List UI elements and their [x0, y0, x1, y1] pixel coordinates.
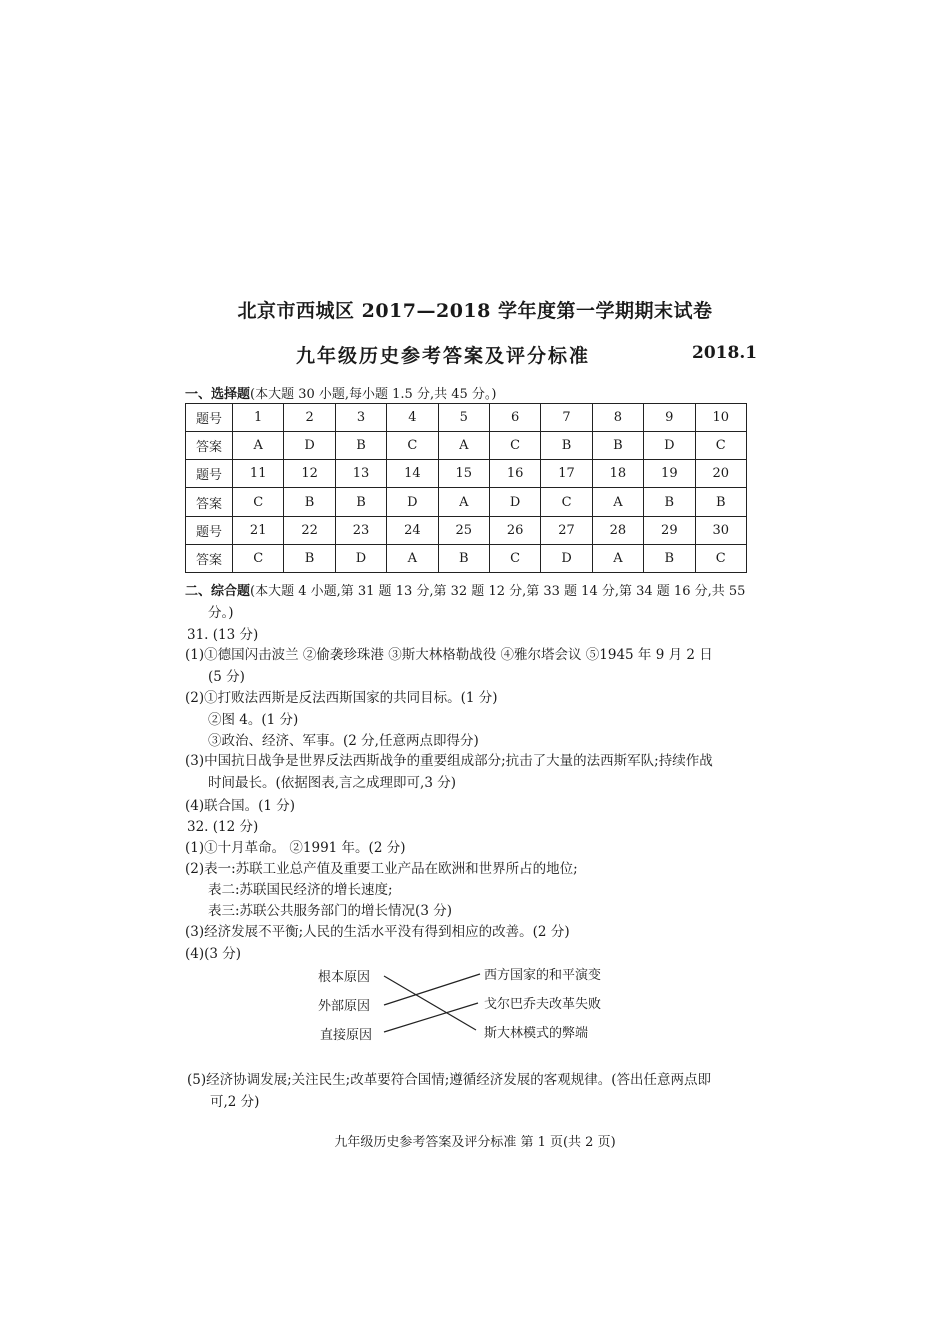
- answer-cell: C: [233, 544, 284, 572]
- question-number-cell: 26: [489, 516, 540, 544]
- q31-part3: (3)中国抗日战争是世界反法西斯战争的重要组成部分;抗击了大量的法西斯军队;持续作战: [185, 753, 713, 769]
- answer-table: [185, 403, 747, 573]
- question-number-cell: 5: [438, 404, 489, 432]
- question-number-cell: 16: [489, 460, 540, 488]
- matching-diagram: [318, 962, 618, 1042]
- answer-cell: D: [284, 432, 335, 460]
- question-number-cell: 28: [592, 516, 643, 544]
- answer-cell: B: [335, 488, 386, 516]
- section2-heading-rest: (本大题 4 小题,第 31 题 13 分,第 32 题 12 分,第 33 题 14 分,第 34 题 16 分,共 55: [250, 584, 746, 599]
- answer-cell: A: [438, 432, 489, 460]
- question-number-cell: 1: [233, 404, 284, 432]
- question-number-cell: 27: [541, 516, 592, 544]
- section1-heading: [185, 383, 496, 402]
- q31-part2-b: ②图 4。(1 分): [208, 712, 299, 728]
- answer-cell: D: [541, 544, 592, 572]
- q31-part1: (1)①德国闪击波兰 ②偷袭珍珠港 ③斯大林格勒战役 ④雅尔塔会议 ⑤1945 年 9 月 2 日: [185, 647, 713, 663]
- answer-cell: B: [284, 544, 335, 572]
- question-number-cell: 30: [695, 516, 746, 544]
- q32-part5: (5)经济协调发展;关注民生;改革要符合国情;遵循经济发展的客观规律。(答出任意两点即: [187, 1072, 712, 1088]
- answer-cell: C: [489, 432, 540, 460]
- answer-cell: A: [592, 544, 643, 572]
- match-left-3: 直接原因: [320, 1028, 373, 1043]
- q31-part2-a: (2)①打败法西斯是反法西斯国家的共同目标。(1 分): [185, 690, 498, 706]
- question-number-cell: 9: [644, 404, 695, 432]
- match-right-2: 戈尔巴乔夫改革失败: [484, 997, 602, 1012]
- row-label-cell: 题号: [186, 404, 233, 432]
- row-label-cell: 题号: [186, 460, 233, 488]
- question-number-cell: 7: [541, 404, 592, 432]
- question-number-cell: 10: [695, 404, 746, 432]
- answer-cell: B: [644, 488, 695, 516]
- q31-part4: (4)联合国。(1 分): [185, 798, 296, 814]
- question-number-cell: 24: [387, 516, 438, 544]
- exam-date: 2018.1: [692, 343, 758, 363]
- match-line-root-cause: [384, 976, 476, 1030]
- answer-cell: C: [387, 432, 438, 460]
- row-label-cell: 答案: [186, 432, 233, 460]
- q32-part4: (4)(3 分): [185, 946, 242, 962]
- section2-heading-bold: 二、综合题: [185, 584, 251, 599]
- page-footer: 九年级历史参考答案及评分标准 第 1 页(共 2 页): [334, 1135, 616, 1150]
- answer-cell: B: [592, 432, 643, 460]
- row-label-cell: 答案: [186, 544, 233, 572]
- match-right-3: 斯大林模式的弊端: [484, 1026, 589, 1041]
- question-number-cell: 17: [541, 460, 592, 488]
- question-number-cell: 6: [489, 404, 540, 432]
- q32-header: 32. (12 分): [187, 819, 259, 835]
- answer-cell: B: [335, 432, 386, 460]
- answer-cell: B: [541, 432, 592, 460]
- question-number-cell: 20: [695, 460, 746, 488]
- question-number-cell: 21: [233, 516, 284, 544]
- question-number-row: [186, 516, 747, 544]
- answer-cell: A: [233, 432, 284, 460]
- page-title: 北京市西城区 2017—2018 学年度第一学期期末试卷: [237, 300, 713, 322]
- answer-cell: C: [695, 432, 746, 460]
- section1-heading-bold: 一、选择题: [185, 387, 251, 402]
- answer-row: [186, 488, 747, 516]
- question-number-cell: 29: [644, 516, 695, 544]
- match-right-1: 西方国家的和平演变: [484, 968, 602, 983]
- answer-cell: D: [489, 488, 540, 516]
- answer-cell: D: [387, 488, 438, 516]
- answer-cell: B: [284, 488, 335, 516]
- question-number-cell: 12: [284, 460, 335, 488]
- match-left-2: 外部原因: [318, 999, 371, 1014]
- answer-row: [186, 432, 747, 460]
- q32-part3: (3)经济发展不平衡;人民的生活水平没有得到相应的改善。(2 分): [185, 924, 570, 940]
- row-label-cell: 答案: [186, 488, 233, 516]
- answer-cell: C: [233, 488, 284, 516]
- answer-cell: A: [438, 488, 489, 516]
- q31-header: 31. (13 分): [187, 627, 259, 643]
- answer-cell: C: [489, 544, 540, 572]
- question-number-cell: 18: [592, 460, 643, 488]
- answer-cell: B: [644, 544, 695, 572]
- question-number-cell: 8: [592, 404, 643, 432]
- answer-cell: A: [387, 544, 438, 572]
- answer-cell: A: [592, 488, 643, 516]
- answer-cell: D: [644, 432, 695, 460]
- section2-heading: [185, 580, 745, 599]
- q32-part2-c: 表三:苏联公共服务部门的增长情况(3 分): [208, 903, 452, 919]
- answer-cell: D: [335, 544, 386, 572]
- match-left-1: 根本原因: [318, 970, 371, 985]
- answer-cell: C: [695, 544, 746, 572]
- question-number-cell: 19: [644, 460, 695, 488]
- answer-cell: B: [438, 544, 489, 572]
- q31-part2-c: ③政治、经济、军事。(2 分,任意两点即得分): [208, 733, 479, 749]
- q32-part1: (1)①十月革命。 ②1991 年。(2 分): [185, 840, 406, 856]
- q32-part2-a: (2)表一:苏联工业总产值及重要工业产品在欧洲和世界所占的地位;: [185, 861, 578, 877]
- question-number-cell: 22: [284, 516, 335, 544]
- answer-cell: C: [541, 488, 592, 516]
- question-number-cell: 2: [284, 404, 335, 432]
- row-label-cell: 题号: [186, 516, 233, 544]
- match-line-external-cause: [384, 974, 480, 1005]
- question-number-cell: 15: [438, 460, 489, 488]
- question-number-cell: 14: [387, 460, 438, 488]
- question-number-cell: 11: [233, 460, 284, 488]
- match-line-direct-cause: [384, 1003, 478, 1032]
- question-number-row: [186, 460, 747, 488]
- page-subtitle: 九年级历史参考答案及评分标准: [296, 345, 591, 367]
- question-number-cell: 13: [335, 460, 386, 488]
- q32-part5-cont: 可,2 分): [210, 1094, 260, 1110]
- q31-part3-cont: 时间最长。(依据图表,言之成理即可,3 分): [208, 775, 456, 791]
- answer-cell: B: [695, 488, 746, 516]
- section2-heading-cont: 分。): [208, 605, 234, 621]
- question-number-cell: 23: [335, 516, 386, 544]
- question-number-cell: 25: [438, 516, 489, 544]
- section1-heading-rest: (本大题 30 小题,每小题 1.5 分,共 45 分。): [250, 387, 497, 402]
- answer-row: [186, 544, 747, 572]
- question-number-cell: 3: [335, 404, 386, 432]
- question-number-row: [186, 404, 747, 432]
- q31-part1-score: (5 分): [208, 669, 245, 685]
- question-number-cell: 4: [387, 404, 438, 432]
- q32-part2-b: 表二:苏联国民经济的增长速度;: [208, 882, 393, 898]
